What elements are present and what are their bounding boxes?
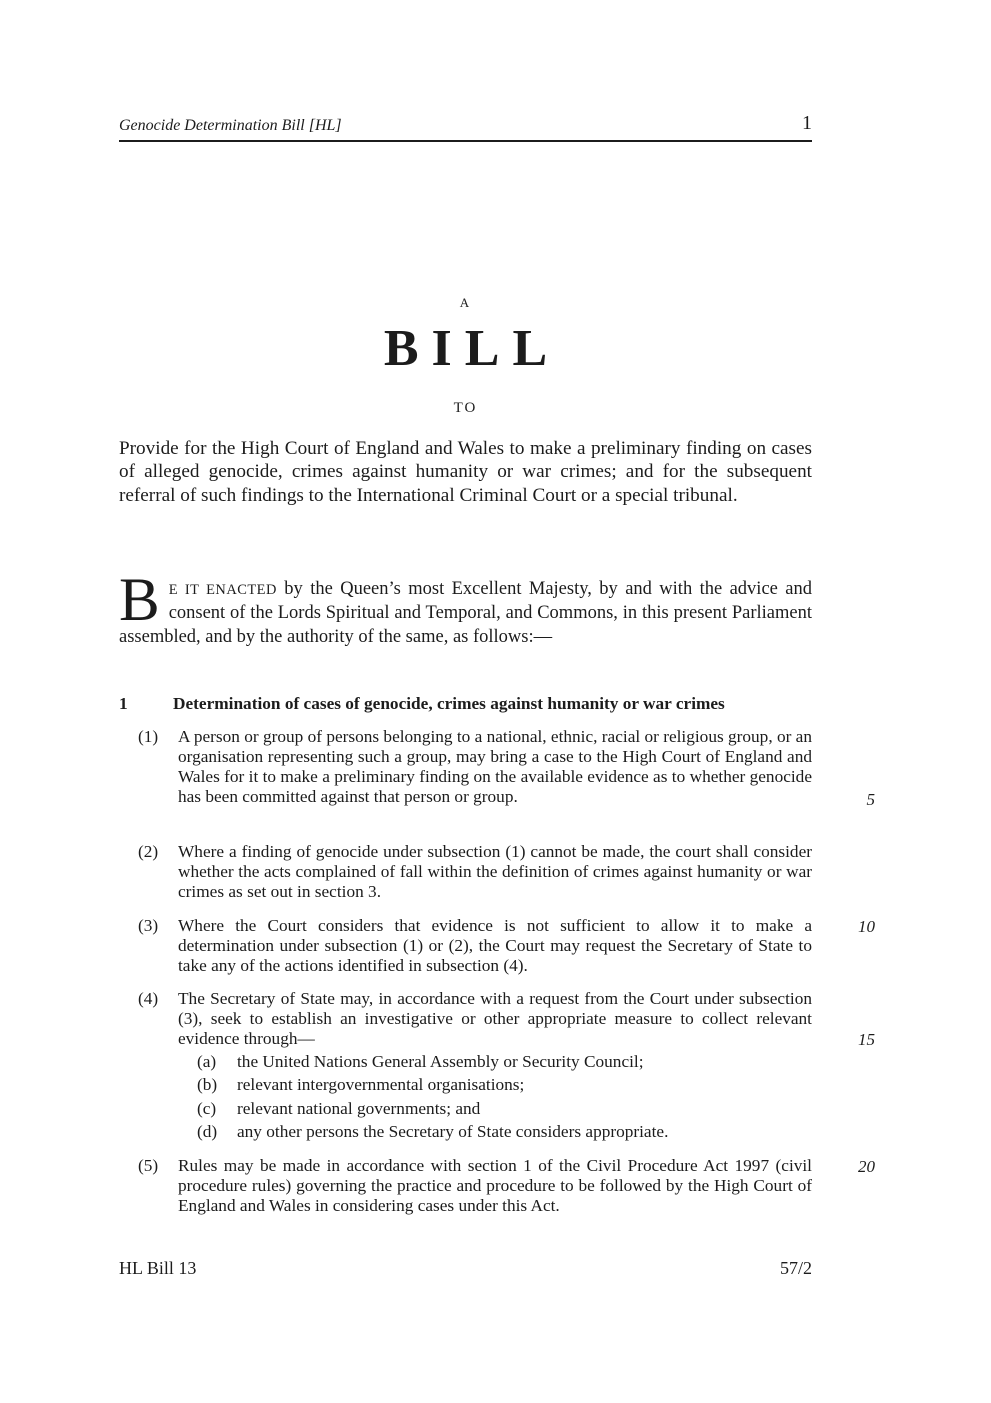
masthead-bill-word: BILL [383, 320, 561, 377]
footer-session-number: 57/2 [779, 1258, 812, 1278]
list-item-c [119, 1097, 812, 1120]
long-title: Provide for the High Court of England and Wales to make a preliminary finding on cases of alleged genocide, crimes against humanity or war crimes; and for the subsequent referral of such findings to the International Criminal Court or a special tribunal. [119, 438, 812, 506]
margin-line-number-5: 5 [866, 790, 875, 809]
list-item-b-text: relevant intergovernmental organisations; [237, 1075, 525, 1095]
clause-heading-text: Determination of cases of genocide, crimes against humanity or war crimes [173, 694, 725, 713]
subsection-3-label: (3) [138, 916, 159, 935]
clause-heading [119, 694, 812, 714]
subsection-1-label: (1) [138, 727, 159, 746]
list-item-d-label: (d) [197, 1121, 218, 1141]
subsection-5-text: Rules may be made in accordance with section 1 of the Civil Procedure Act 1997 (civil procedure rules) governing the practice and procedure to be followed by the High Court of England and Wales in considering cases under this Act. [178, 1156, 812, 1215]
header-rule [119, 140, 812, 142]
subsection-4-items [119, 1050, 812, 1143]
margin-line-number-15: 15 [858, 1030, 875, 1049]
enacting-text: by the Queen’s most Excellent Majesty, by and with the advice and consent of the Lords Spiritual and Temporal, and Commons, in this present Parliament assembled, and by the authority of the same, as follows:— [119, 579, 812, 647]
dropcap-b: B [119, 567, 160, 634]
masthead-article: A [459, 295, 472, 310]
list-item-c-text: relevant national governments; and [237, 1098, 481, 1118]
list-item-b [119, 1073, 812, 1096]
footer-bill-number: HL Bill 13 [119, 1258, 197, 1278]
list-item-a-label: (a) [197, 1052, 217, 1071]
list-item-c-label: (c) [197, 1098, 217, 1118]
subsection-5-label: (5) [138, 1156, 159, 1175]
subsection-1-text: A person or group of persons belonging to a national, ethnic, racial or religious group, or an organisation representing such a group, may bring a case to the High Court of England and Wales for it to make a preliminary finding on the available evidence as to whether genocide has been committed against that person or group. [178, 727, 812, 806]
enacting-formula [119, 567, 812, 649]
enacting-smallcaps: E IT ENACTED [168, 582, 277, 598]
margin-line-number-10: 10 [858, 917, 875, 936]
margin-line-number-20: 20 [858, 1157, 875, 1176]
page-number: 1 [802, 112, 812, 134]
subsection-4-text: The Secretary of State may, in accordance with a request from the Court under subsection (3), seek to establish an investigative or other appropriate measure to collect relevant evidence through— [178, 989, 812, 1048]
clause-number: 1 [119, 694, 128, 713]
subsection-3-text: Where the Court considers that evidence is not sufficient to allow it to make a determination under subsection (1) or (2), the Court may request the Secretary of State to take any of the actions identified in subsection (4). [178, 916, 812, 975]
subsection-2-label: (2) [138, 842, 159, 861]
running-title: Genocide Determination Bill [HL] [119, 117, 342, 134]
list-item-b-label: (b) [197, 1075, 218, 1095]
subsection-4-label: (4) [138, 989, 159, 1008]
subsection-4 [119, 989, 812, 1049]
list-item-d [119, 1120, 812, 1143]
list-item-d-text: any other persons the Secretary of State considers appropriate. [237, 1121, 669, 1141]
masthead-to: TO [453, 400, 478, 416]
subsection-1 [119, 727, 812, 807]
list-item-a-text: the United Nations General Assembly or Security Council; [237, 1052, 644, 1071]
subsection-2 [119, 842, 812, 902]
subsection-3 [119, 916, 812, 976]
list-item-a [119, 1050, 812, 1073]
subsection-2-text: Where a finding of genocide under subsection (1) cannot be made, the court shall consider whether the acts complained of fall within the definition of crimes against humanity or war crimes as set out in section 3. [178, 842, 812, 901]
subsection-5 [119, 1156, 812, 1216]
